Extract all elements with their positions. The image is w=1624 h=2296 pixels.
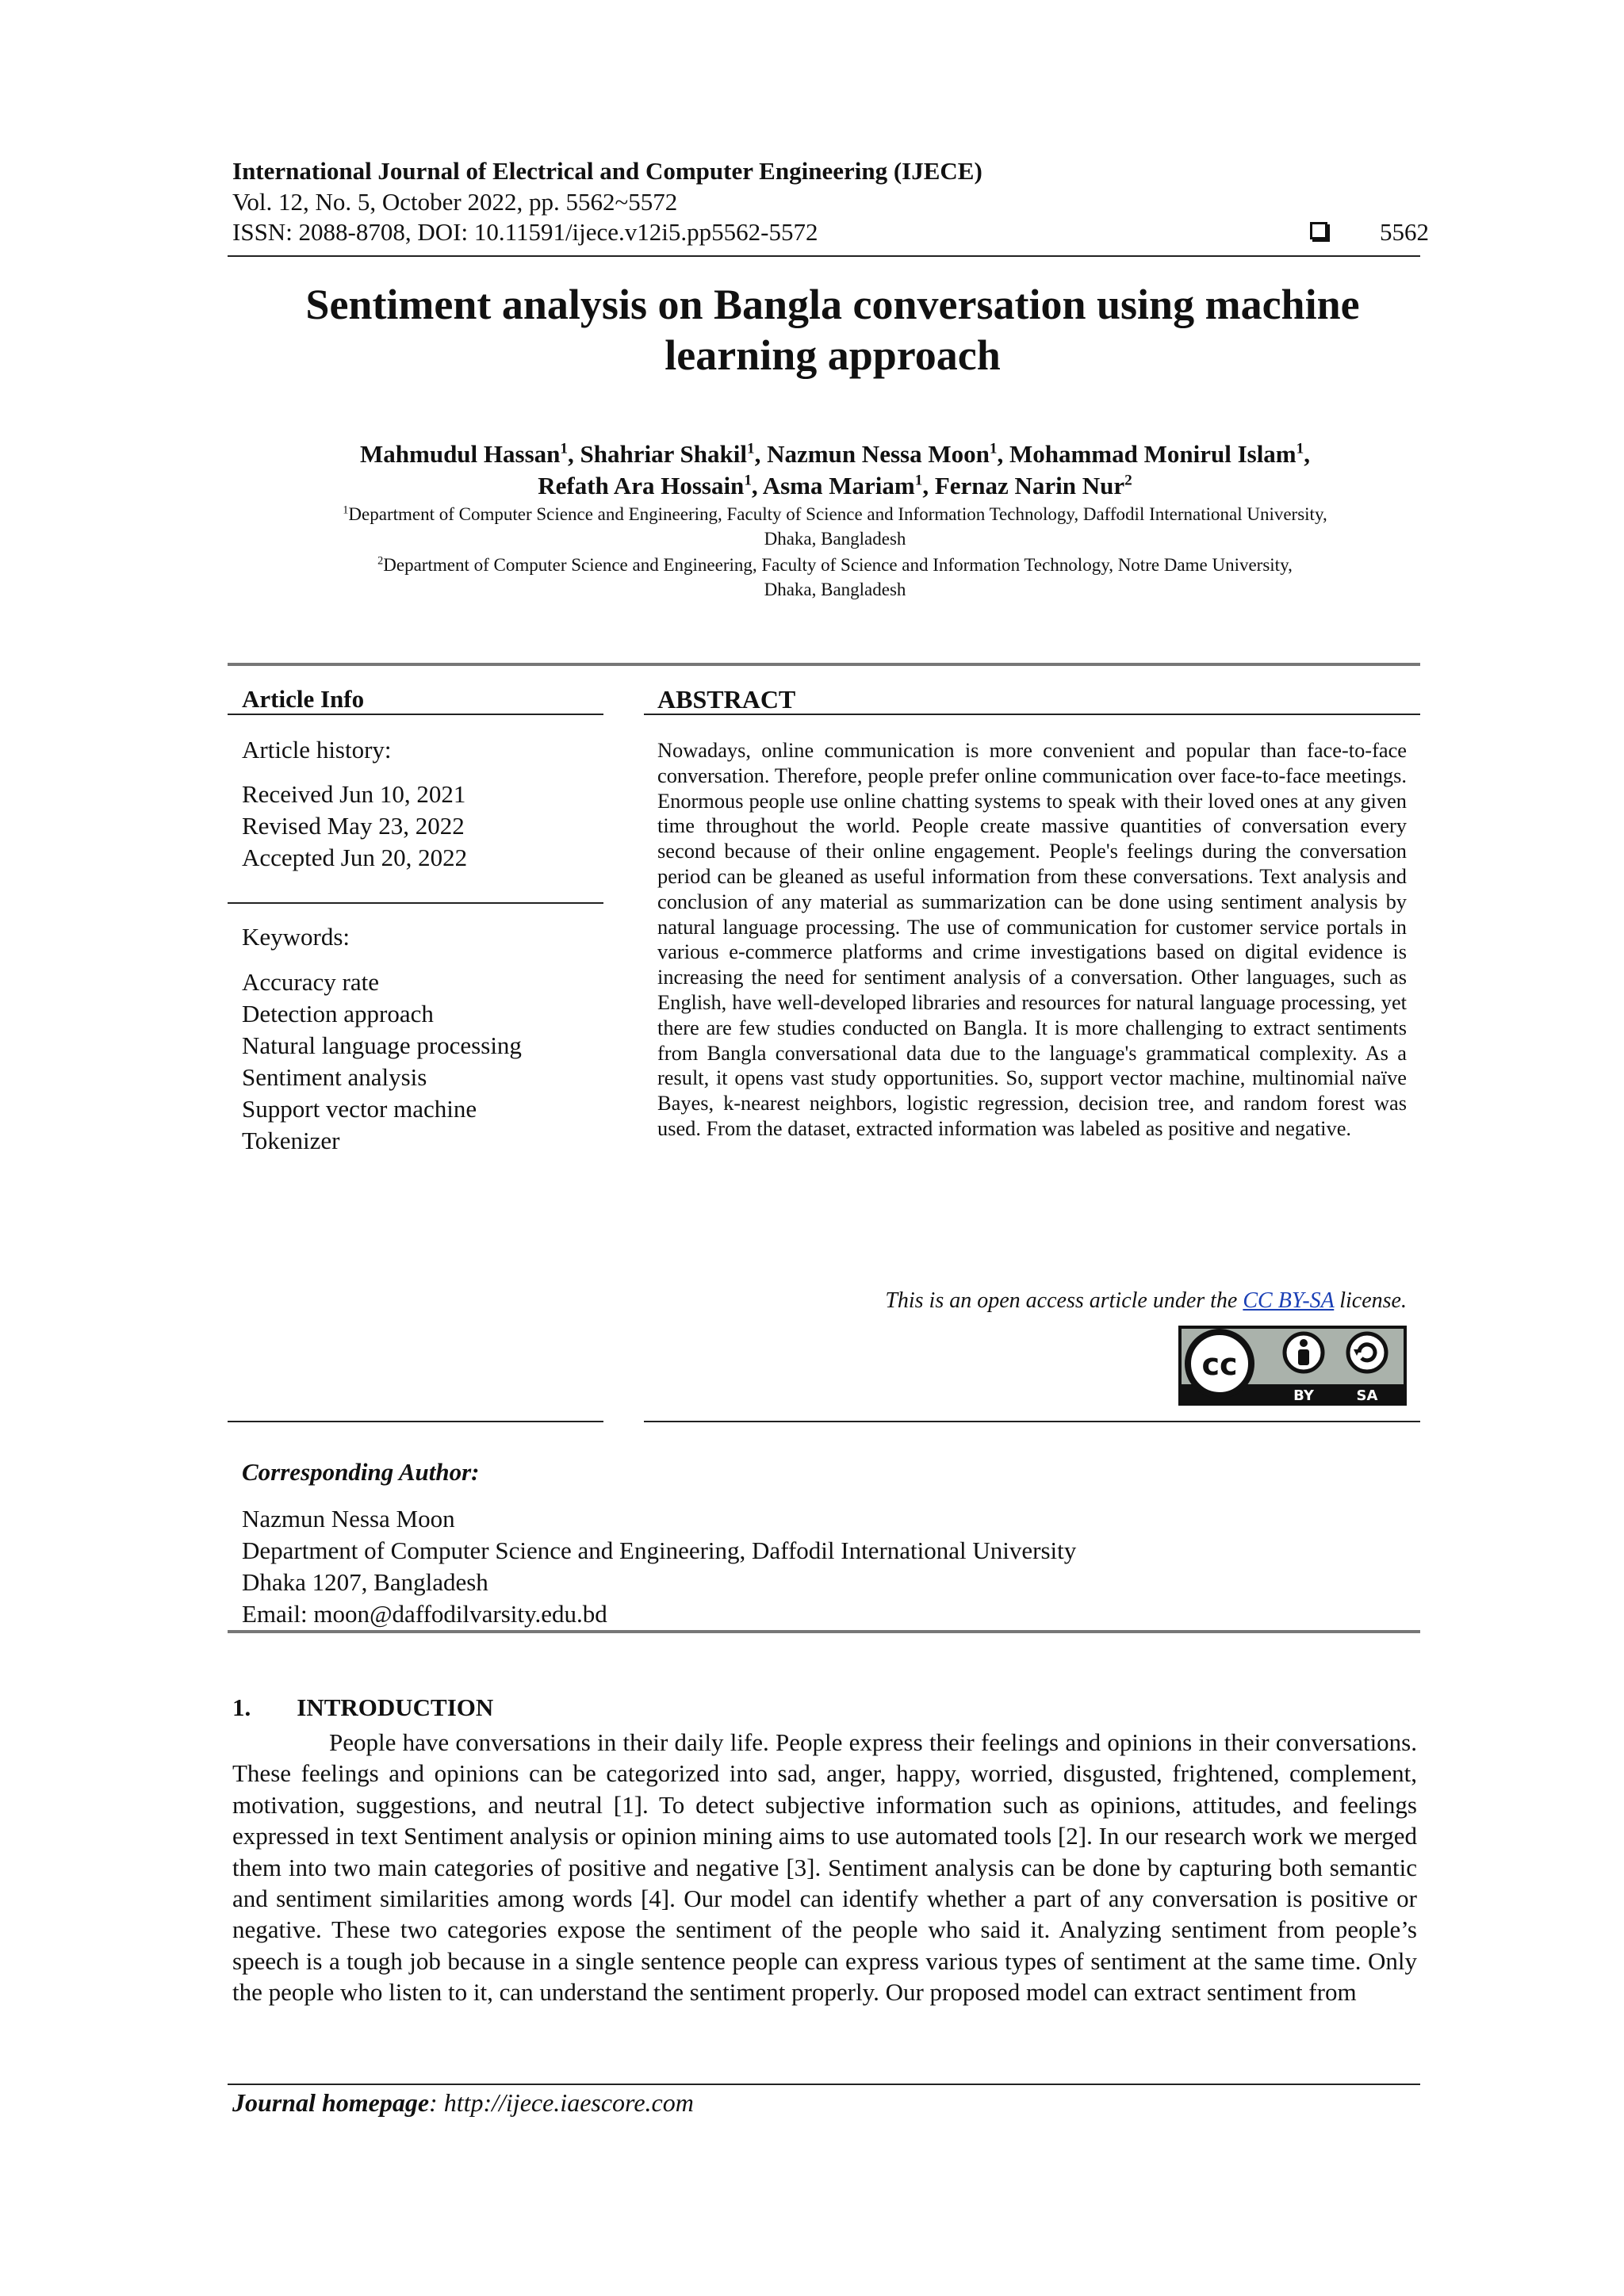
history-keywords-rule bbox=[228, 902, 603, 904]
keyword: Tokenizer bbox=[242, 1127, 340, 1154]
author-sup: 1 bbox=[747, 440, 755, 457]
author-name: Refath Ara Hossain bbox=[538, 472, 745, 499]
abstract-heading: ABSTRACT bbox=[657, 685, 796, 714]
author-sep: , bbox=[568, 440, 580, 468]
author-sep: , bbox=[1304, 440, 1310, 468]
received-date: Received Jun 10, 2021 bbox=[242, 780, 466, 808]
author-sup: 1 bbox=[989, 440, 998, 457]
affiliation-1 bbox=[232, 502, 1438, 551]
revised-date: Revised May 23, 2022 bbox=[242, 812, 465, 840]
corresponding-bottom-rule bbox=[228, 1630, 1420, 1633]
homepage-label: Journal homepage bbox=[232, 2088, 430, 2117]
checkbox-square-icon bbox=[1310, 222, 1327, 239]
footer-rule bbox=[228, 2084, 1420, 2085]
author-sep: , bbox=[922, 472, 935, 499]
abstract-text: Nowadays, online communication is more convenient and popular than face-to-face conversation. Therefore, people prefer online communication over face-to-face meetings. Enormous people use online chatting systems to speak with their loved ones at any given time throughout the world. People create massive quantities of conversation every second because of their online engagement. People's feelings during the conversation period can be gleaned as useful information from these conversations. Text analysis and conclusion of any material as summarization can be done using sentiment analysis by natural language processing. The use of communication for customer service portals in various e-commerce platforms and crime investigations based on digital evidence is increasing the need for sentiment analysis of a conversation. Other languages, such as English, have well-developed libraries and resources for natural language processing, yet there are few studies conducted on Bangla. It is more challenging to extract sentiments from Bangla conversational data due to the language's grammatical complexity. As a result, it opens vast study opportunities. So, support vector machine, multinomial naïve Bayes, k-nearest neighbors, logistic regression, decision tree, and random forest was used. From the dataset, extracted information was labeled as positive and negative. bbox=[657, 738, 1407, 1140]
affiliation-2-line-1 bbox=[232, 553, 1438, 577]
introduction-paragraph: People have conversations in their daily life. People express their feelings and opinions in their conversations. These feelings and opinions can be categorized into sad, anger, happy, worried, disgusted, frightened, complement, motivation, suggestions, and neutral [1]. To detect subjective information such as opinions, attitudes, and feelings expressed in text Sentiment analysis or opinion mining aims to use automated tools [2]. In our research work we merged them into two main categories of positive and negative [3]. Sentiment analysis can be done by capturing both semantic and sentiment similarities among words [4]. Our model can identify whether a part of any conversation is positive or negative. These two categories expose the sentiment of the people who said it. Analyzing sentiment from people’s speech is a tough job because in a single sentence people can express various types of sentiment at the same time. Only the people who listen to it, can understand the sentiment properly. Our proposed model can extract sentiment from bbox=[232, 1728, 1417, 2007]
affiliation-1-line-2: Dhaka, Bangladesh bbox=[764, 529, 906, 549]
affiliation-sup: 1 bbox=[343, 503, 349, 517]
paper-title bbox=[238, 279, 1427, 381]
title-line-1: Sentiment analysis on Bangla conversation using machine bbox=[305, 281, 1360, 328]
affiliation-2-line-2: Dhaka, Bangladesh bbox=[764, 580, 906, 599]
sa-share-alike-icon bbox=[1348, 1334, 1386, 1372]
affiliation-1-line-1 bbox=[232, 502, 1438, 526]
title-line-2: learning approach bbox=[665, 331, 1001, 379]
article-box-top-rule bbox=[228, 663, 1420, 666]
author-sup: 1 bbox=[560, 440, 568, 457]
keyword: Support vector machine bbox=[242, 1095, 477, 1123]
section-number: 1. bbox=[232, 1693, 251, 1721]
cc-by-sa-link[interactable]: CC BY-SA bbox=[1243, 1288, 1335, 1313]
author-name: Mahmudul Hassan bbox=[360, 440, 561, 468]
author-name: Asma Mariam bbox=[762, 472, 915, 499]
corresponding-heading: Corresponding Author: bbox=[242, 1458, 480, 1486]
keywords-heading: Keywords: bbox=[242, 923, 350, 951]
issn-doi: ISSN: 2088-8708, DOI: 10.11591/ijece.v12i5.pp5562-5572 bbox=[232, 218, 818, 246]
keyword: Detection approach bbox=[242, 1000, 434, 1027]
badge-sa-label: SA bbox=[1356, 1387, 1378, 1404]
author-name: Mohammad Monirul Islam bbox=[1009, 440, 1297, 468]
page-number: 5562 bbox=[1380, 218, 1429, 246]
section-title: INTRODUCTION bbox=[297, 1693, 494, 1721]
volume-info: Vol. 12, No. 5, October 2022, pp. 5562~5572 bbox=[232, 188, 678, 216]
open-access-note bbox=[657, 1288, 1407, 1314]
license-prefix: This is an open access article under the bbox=[885, 1288, 1243, 1313]
corresponding-dept: Department of Computer Science and Engineering, Daffodil International University bbox=[242, 1536, 1077, 1564]
author-name: Fernaz Narin Nur bbox=[934, 472, 1125, 499]
author-name: Nazmun Nessa Moon bbox=[767, 440, 990, 468]
accepted-date: Accepted Jun 20, 2022 bbox=[242, 844, 468, 871]
author-sep: , bbox=[754, 440, 768, 468]
journal-homepage bbox=[232, 2088, 694, 2118]
author-sup: 2 bbox=[1124, 472, 1132, 489]
affiliation-text: Department of Computer Science and Engineering, Faculty of Science and Information Technology, Notre Dame University, bbox=[383, 555, 1293, 575]
affiliation-2 bbox=[232, 553, 1438, 602]
cc-by-sa-badge-icon[interactable] bbox=[1178, 1326, 1407, 1406]
keyword: Sentiment analysis bbox=[242, 1063, 427, 1091]
keywords-list bbox=[242, 966, 522, 1157]
author-sup: 1 bbox=[914, 472, 923, 489]
keyword: Natural language processing bbox=[242, 1031, 522, 1059]
corresponding-name: Nazmun Nessa Moon bbox=[242, 1505, 455, 1533]
author-name: Shahriar Shakil bbox=[580, 440, 747, 468]
affiliation-sup: 2 bbox=[377, 554, 384, 568]
header-rule bbox=[228, 255, 1420, 257]
author-line-2 bbox=[232, 470, 1438, 502]
corresponding-city: Dhaka 1207, Bangladesh bbox=[242, 1568, 488, 1596]
section-heading bbox=[232, 1693, 493, 1722]
abstract-bottom-rule bbox=[644, 1421, 1420, 1422]
keyword: Accuracy rate bbox=[242, 968, 379, 996]
journal-name: International Journal of Electrical and Computer Engineering (IJECE) bbox=[232, 157, 982, 185]
author-sep: , bbox=[751, 472, 763, 499]
cc-letters: cc bbox=[1201, 1347, 1238, 1382]
affiliation-text: Department of Computer Science and Engineering, Faculty of Science and Information Technology, Daffodil International University, bbox=[348, 504, 1327, 524]
article-history bbox=[242, 779, 467, 874]
author-line-1 bbox=[232, 438, 1438, 470]
author-sup: 1 bbox=[744, 472, 752, 489]
author-sup: 1 bbox=[1296, 440, 1304, 457]
homepage-url[interactable]: : http://ijece.iaescore.com bbox=[429, 2088, 694, 2117]
article-info-heading bbox=[242, 683, 364, 715]
keywords-bottom-rule bbox=[228, 1421, 603, 1422]
corresponding-details bbox=[242, 1503, 1076, 1630]
article-info-title: Article Info bbox=[242, 685, 365, 713]
corresponding-email: Email: moon@daffodilvarsity.edu.bd bbox=[242, 1600, 607, 1628]
license-suffix: license. bbox=[1334, 1288, 1407, 1313]
badge-by-label: BY bbox=[1293, 1387, 1314, 1404]
author-list bbox=[232, 438, 1438, 502]
article-history-heading: Article history: bbox=[242, 736, 392, 763]
author-sep: , bbox=[997, 440, 1009, 468]
